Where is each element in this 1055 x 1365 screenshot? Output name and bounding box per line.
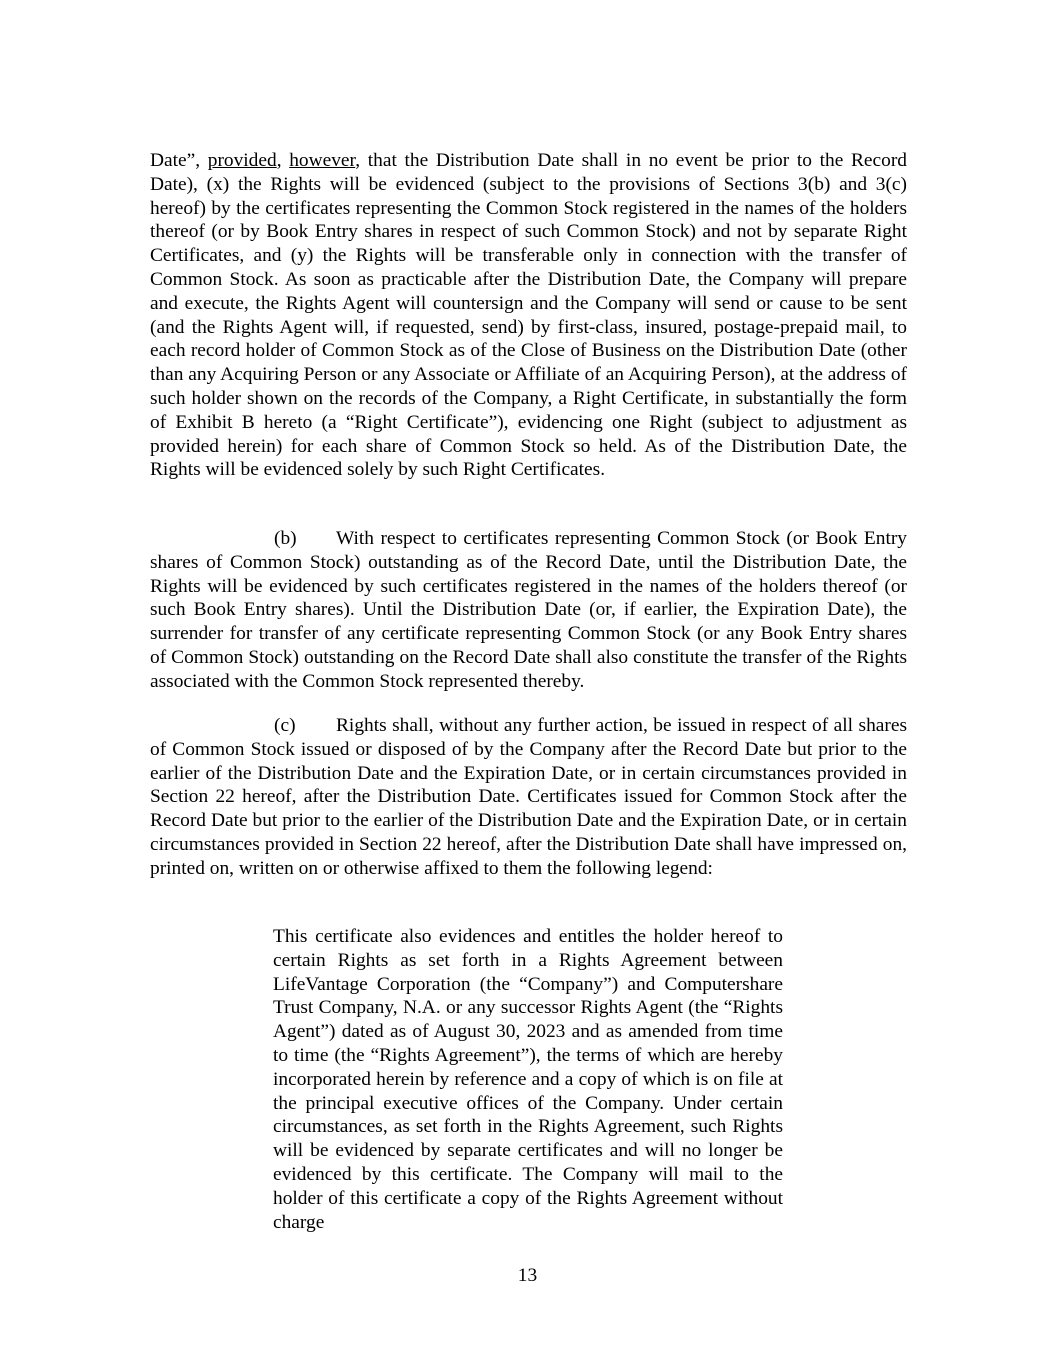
paragraph-c — [150, 714, 907, 881]
para1-start: Date”, — [150, 150, 208, 171]
para1-comma: , — [276, 150, 290, 171]
provided-term: provided — [207, 150, 277, 171]
page-number: 13 — [517, 1265, 538, 1286]
paragraph-b-text: With respect to certificates representing Common Stock (or Book Entry shares of Common Stock) outstanding as of the Record Date, until the Distribution Date, the Rights will be evidenced by such certificates registered in the names of the holders thereof (or such Book Entry shares). Until the Distribution Date (or, if earlier, the Expiration Date), the surrender for transfer of any certificate representing Common Stock (or any Book Entry shares of Common Stock) outstanding on the Record Date shall also constitute the transfer of the Rights associated with the Common Stock represented thereby. — [150, 528, 907, 692]
however-term: however — [289, 150, 356, 171]
paragraph-distribution-date — [150, 149, 907, 482]
section-label-b: (b) — [274, 528, 297, 549]
section-label-c: (c) — [274, 715, 296, 736]
paragraph-c-text: Rights shall, without any further action, be issued in respect of all shares of Common Stock issued or disposed of by the Company after the Record Date but prior to the earlier of the Distribution Date and the Expiration Date, or in certain circumstances provided in Section 22 hereof, after the Distribution Date. Certificates issued for Common Stock after the Record Date but prior to the earlier of the Distribution Date and the Expiration Date, or in certain circumstances provided in Section 22 hereof, after the Distribution Date shall have impressed on, printed on, written on or otherwise affixed to them the following legend: — [150, 715, 907, 879]
paragraph-b — [150, 527, 907, 694]
para1-rest: , that the Distribution Date shall in no event be prior to the Record Date), (x) the Rights will be evidenced (subject to the provisions of Sections 3(b) and 3(c) hereof) by the certificates representing the Common Stock registered in the names of the holders thereof (or by Book Entry shares in respect of such Common Stock) and not by separate Right Certificates, and (y) the Rights will be transferable only in connection with the transfer of Common Stock. As soon as practicable after the Distribution Date, the Company will prepare and execute, the Rights Agent will countersign and the Company will send or cause to be sent (and the Rights Agent will, if requested, send) by first-class, insured, postage-prepaid mail, to each record holder of Common Stock as of the Close of Business on the Distribution Date (other than any Acquiring Person or any Associate or Affiliate of an Acquiring Person), at the address of such holder shown on the records of the Company, a Right Certificate, in substantially the form of Exhibit B hereto (a “Right Certificate”), evidencing one Right (subject to adjustment as provided herein) for each share of Common Stock so held. As of the Distribution Date, the Rights will be evidenced solely by such Right Certificates. — [150, 150, 907, 481]
legend-block: This certificate also evidences and entitles the holder hereof to certain Rights as set forth in a Rights Agreement between LifeVantage Corporation (the “Company”) and Computershare Trust Company, N.A. or any successor Rights Agent (the “Rights Agent”) dated as of August 30, 2023 and as amended from time to time (the “Rights Agreement”), the terms of which are hereby incorporated herein by reference and a copy of which is on file at the principal executive offices of the Company. Under certain circumstances, as set forth in the Rights Agreement, such Rights will be evidenced by separate certificates and will no longer be evidenced by this certificate. The Company will mail to the holder of this certificate a copy of the Rights Agreement without charge — [273, 926, 783, 1233]
